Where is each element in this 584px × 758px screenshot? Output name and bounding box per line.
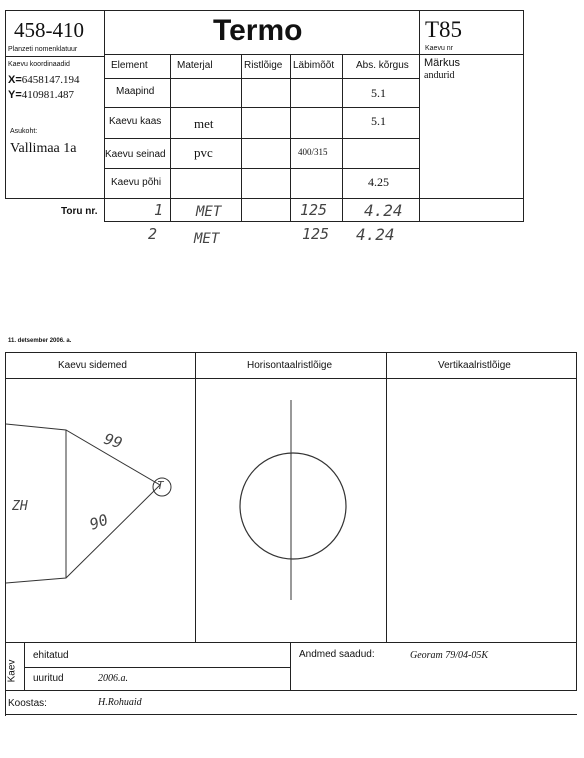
row-material: met [194,116,214,131]
well-cross-section-circle [240,453,346,559]
building-outline [6,424,160,583]
row-element: Maapind [116,86,155,97]
surveyed-value: 2006.a. [98,673,128,684]
location-value: Vallimaa 1a [10,141,77,156]
section-title-horizontal: Horisontaalristlõige [247,360,333,371]
row-height: 5.1 [371,114,386,128]
document-date: 11. detsember 2006. a. [8,338,72,344]
well-vertical-label: Kaev [6,659,18,683]
pipe-number: 1 [154,201,164,219]
section-title-vertical: Vertikaalristlõige [438,360,511,371]
map-sheet-caption: Planzeti nomenklatuur [8,46,78,53]
row-height: 4.25 [368,175,389,189]
row-material: pvc [194,145,213,160]
sketch-label-90: 90 [87,510,111,534]
sketch-label-99: 99 [101,429,125,453]
x-value: 6458147.194 [21,74,80,86]
x-label: X= [8,74,22,86]
sketch-node-label: T [157,479,164,492]
pipe-number: 2 [148,225,158,243]
well-number: T85 [425,17,463,42]
pipe-diameter: 125 [302,225,330,243]
surveyed-label: uuritud [33,673,64,684]
coordinates-caption: Kaevu koordinaadid [8,61,70,68]
col-header-cross-section: Ristlõige [244,60,283,71]
compiled-label: Koostas: [8,698,47,709]
notes-label: Märkus [424,57,461,69]
pipe-height: 4.24 [356,225,395,244]
col-header-diameter: Läbimõõt [293,60,335,71]
data-source-value: Georam 79/04-05K [410,650,489,661]
pipe-material: MET [196,204,222,220]
row-element: Kaevu põhi [111,177,162,188]
row-element: Kaevu kaas [109,116,162,127]
row-element: Kaevu seinad [105,149,166,160]
col-header-abs-height: Abs. kõrgus [356,60,409,71]
pipes-label: Toru nr. [61,206,98,217]
pipe-diameter: 125 [300,201,328,219]
data-source-label: Andmed saadud: [299,649,375,660]
sketch-label-zh: ZH [12,499,28,514]
pipe-height: 4.24 [364,201,403,220]
location-caption: Asukoht: [10,128,38,135]
row-diameter: 400/315 [298,147,328,157]
built-label: ehitatud [33,650,69,661]
col-header-material: Materjal [177,60,213,71]
document-title: Termo [213,14,303,47]
compiled-value: H.Rohuaid [98,697,142,708]
row-height: 5.1 [371,86,386,100]
col-header-element: Element [111,60,148,71]
well-number-caption: Kaevu nr [425,45,454,52]
notes-value: andurid [424,70,455,81]
y-label: Y= [8,89,22,101]
y-value: 410981.487 [21,89,75,101]
map-sheet-number: 458-410 [14,18,84,42]
pipe-material: MET [194,231,220,247]
section-title-connections: Kaevu sidemed [58,360,127,371]
